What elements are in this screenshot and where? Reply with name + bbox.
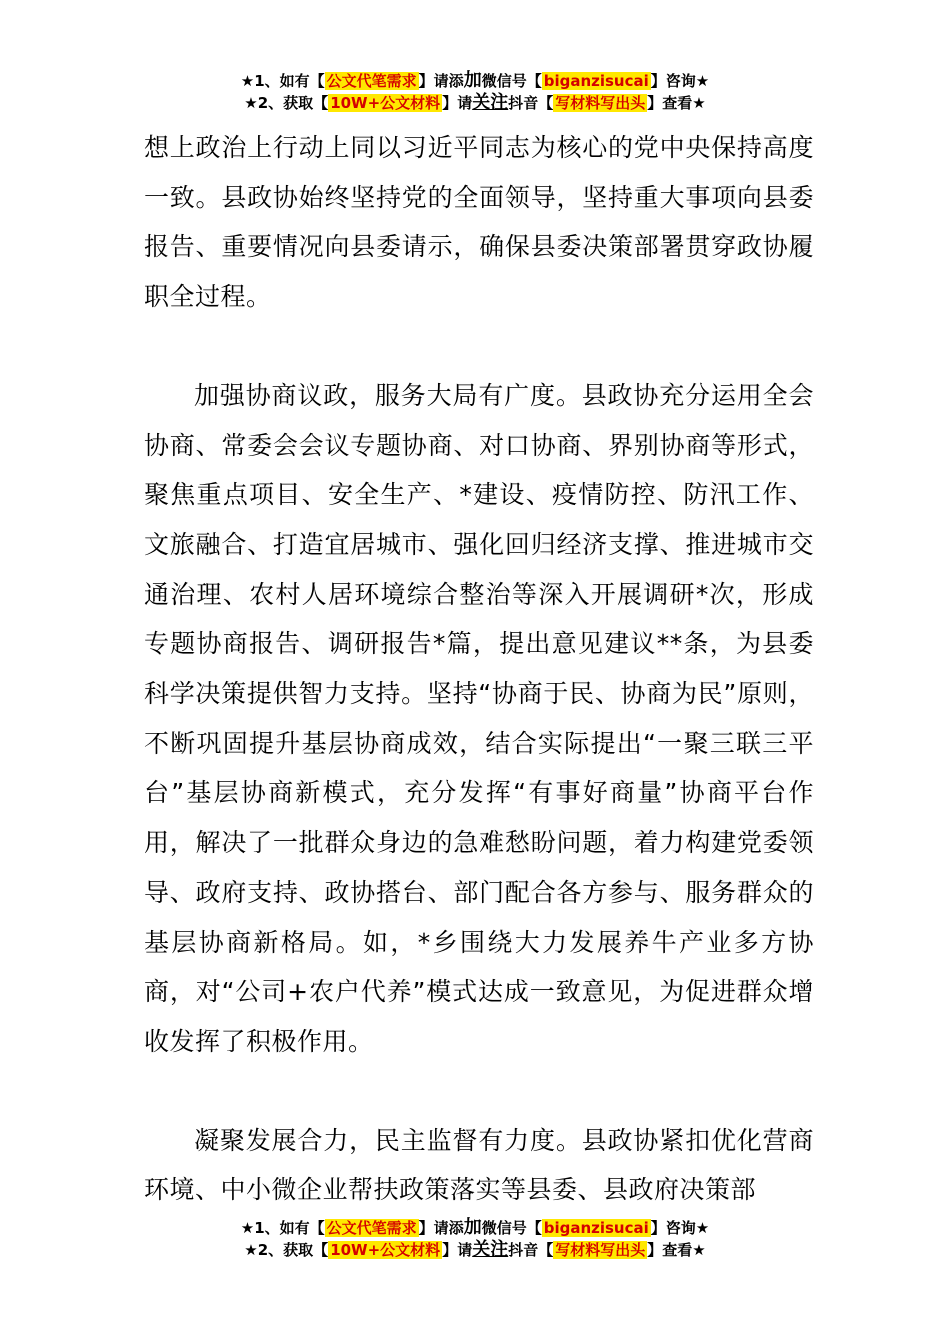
highlight-materials: 10W+公文材料 bbox=[330, 94, 441, 112]
highlight-wechat-id: biganzisucai bbox=[543, 1219, 649, 1237]
highlight-douyin: 写材料写出头 bbox=[555, 94, 646, 112]
highlight-douyin: 写材料写出头 bbox=[555, 1241, 646, 1259]
highlight-service: 公文代笔需求 bbox=[326, 1219, 417, 1237]
banner-line-1: ★1、如有【 公文代笔需求 】请添加微信号【 biganzisucai 】咨询★ bbox=[240, 70, 710, 91]
banner-line-2: ★2、获取【 10W+公文材料 】请关注抖音【 写材料写出头 】查看★ bbox=[244, 1239, 706, 1260]
paragraph-1: 想上政治上行动上同以习近平同志为核心的党中央保持高度一致。县政协始终坚持党的全面领导，坚持重大事项向县委报告、重要情况向县委请示，确保县委决策部署贯穿政协履职全过程。 bbox=[144, 133, 814, 312]
highlight-service: 公文代笔需求 bbox=[326, 72, 417, 90]
header-banner bbox=[0, 70, 950, 114]
highlight-materials: 10W+公文材料 bbox=[330, 1241, 441, 1259]
paragraph-2: 加强协商议政，服务大局有广度。县政协充分运用全会协商、常委会会议专题协商、对口协商、界别协商等形式，聚焦重点项目、安全生产、*建设、疫情防控、防汛工作、文旅融合、打造宜居城市、强化回归经济支撑、推进城市交通治理、农村人居环境综合整治等深入开展调研*次，形成专题协商报告、调研报告*篇，提出意见建议**条，为县委科学决策提供智力支持。坚持“协商于民、协商为民”原则，不断巩固提升基层协商成效，结合实际提出“一聚三联三平台”基层协商新模式，充分发挥“有事好商量”协商平台作用，解决了一批群众身边的急难愁盼问题，着力构建党委领导、政府支持、政协搭台、部门配合各方参与、服务群众的基层协商新格局。如，*乡围绕大力发展养牛产业多方协商，对“公司+农户代养”模式达成一致意见，为促进群众增收发挥了积极作用。 bbox=[144, 380, 814, 1056]
banner-line-1: ★1、如有【 公文代笔需求 】请添加微信号【 biganzisucai 】咨询★ bbox=[240, 1217, 710, 1238]
highlight-wechat-id: biganzisucai bbox=[543, 72, 649, 90]
paragraph-3: 凝聚发展合力，民主监督有力度。县政协紧扣优化营商环境、中小微企业帮扶政策落实等县委、县政府决策部 bbox=[144, 1125, 814, 1205]
document-body bbox=[144, 123, 814, 1215]
banner-line-2: ★2、获取【 10W+公文材料 】请关注抖音【 写材料写出头 】查看★ bbox=[244, 92, 706, 113]
footer-banner bbox=[0, 1217, 950, 1261]
